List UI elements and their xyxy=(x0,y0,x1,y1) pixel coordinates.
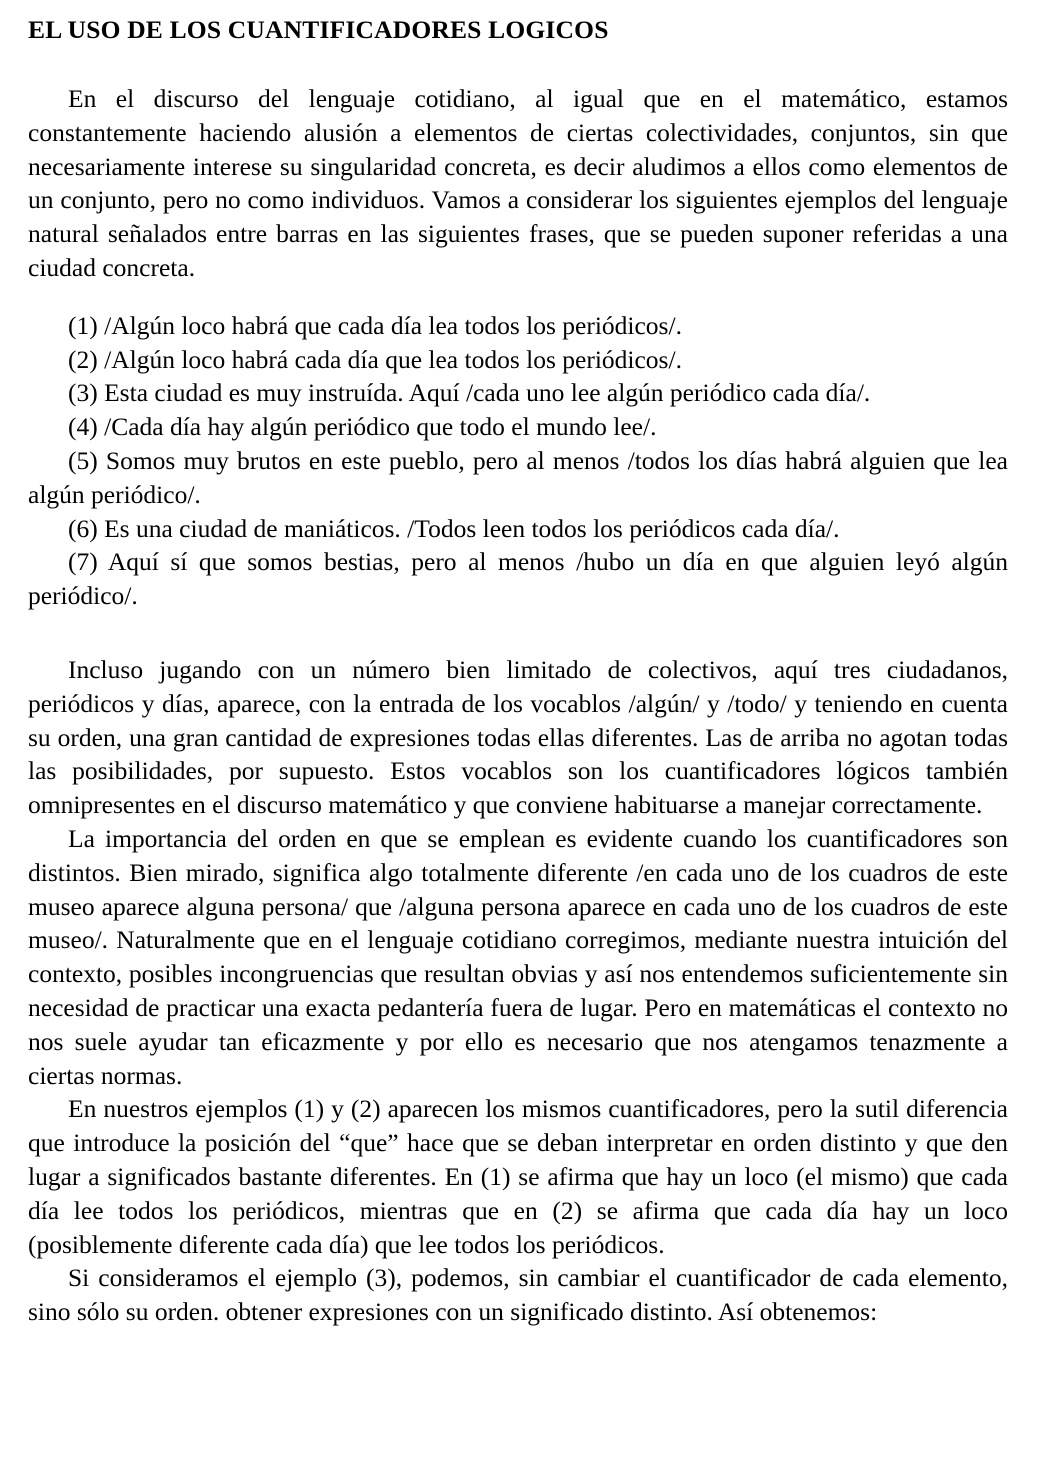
body-paragraph-2: La importancia del orden en que se emplean es evidente cuando los cuantificadores son distintos. Bien mirado, significa algo totalmente diferente /en cada uno de los cuadros de este museo aparece alguna persona/ que /alguna persona aparece en cada uno de los cuadros de este museo/. Naturalmente que en el lenguaje cotidiano corregimos, mediante nuestra intuición del contexto, posibles incongruencias que resultan obvias y así nos entendemos suficientemente sin necesidad de practicar una exacta pedantería fuera de lugar. Pero en matemáticas el contexto no nos suele ayudar tan eficazmente y por ello es necesario que nos atengamos tenazmente a ciertas normas. xyxy=(28,823,1008,1090)
body-paragraph-3: En nuestros ejemplos (1) y (2) aparecen los mismos cuantificadores, pero la sutil diferencia que introduce la posición del “que” hace que se deban interpretar en orden distinto y que den lugar a significados bastante diferentes. En (1) se afirma que hay un loco (el mismo) que cada día lee todos los periódicos, mientras que en (2) se afirma que cada día hay un loco (posiblemente diferente cada día) que lee todos los periódicos. xyxy=(28,1094,1008,1259)
document-page xyxy=(28,12,1008,1329)
example-item-5: (5) Somos muy brutos en este pueblo, pero al menos /todos los días habrá alguien que lea algún periódico/. xyxy=(28,445,1008,509)
spacer xyxy=(28,285,1008,309)
spacer xyxy=(28,613,1008,653)
examples-list xyxy=(28,309,1008,613)
body-paragraph-4: Si consideramos el ejemplo (3), podemos, sin cambiar el cuantificador de cada elemento, sino sólo su orden. obtener expresiones con un significado distinto. Así obtenemos: xyxy=(28,1263,1008,1327)
example-item-4: (4) /Cada día hay algún periódico que todo el mundo lee/. xyxy=(68,412,657,442)
example-item-2: (2) /Algún loco habrá cada día que lea todos los periódicos/. xyxy=(68,344,682,374)
intro-paragraph: En el discurso del lenguaje cotidiano, al igual que en el matemático, estamos constantemente haciendo alusión a elementos de ciertas colectividades, conjuntos, sin que necesariamente interese su singularidad concreta, es decir aludimos a ellos como elementos de un conjunto, pero no como individuos. Vamos a considerar los siguientes ejemplos del lenguaje natural señalados entre barras en las siguientes frases, que se pueden suponer referidas a una ciudad concreta. xyxy=(28,84,1008,282)
example-item-7: (7) Aquí sí que somos bestias, pero al menos /hubo un día en que alguien leyó algún periódico/. xyxy=(28,547,1008,611)
body-paragraph-1: Incluso jugando con un número bien limitado de colectivos, aquí tres ciudadanos, periódicos y días, aparece, con la entrada de los vocablos /algún/ y /todo/ y teniendo en cuenta su orden, una gran cantidad de expresiones todas ellas diferentes. Las de arriba no agotan todas las posibilidades, por supuesto. Estos vocablos son los cuantificadores lógicos también omnipresentes en el discurso matemático y que conviene habituarse a manejar correctamente. xyxy=(28,654,1008,820)
section-title: EL USO DE LOS CUANTIFICADORES LOGICOS xyxy=(28,15,609,44)
example-item-6: (6) Es una ciudad de maniáticos. /Todos leen todos los periódicos cada día/. xyxy=(68,513,840,543)
example-item-1: (1) /Algún loco habrá que cada día lea todos los periódicos/. xyxy=(68,310,682,340)
spacer xyxy=(28,48,1008,82)
example-item-3: (3) Esta ciudad es muy instruída. Aquí /cada uno lee algún periódico cada día/. xyxy=(68,378,871,408)
